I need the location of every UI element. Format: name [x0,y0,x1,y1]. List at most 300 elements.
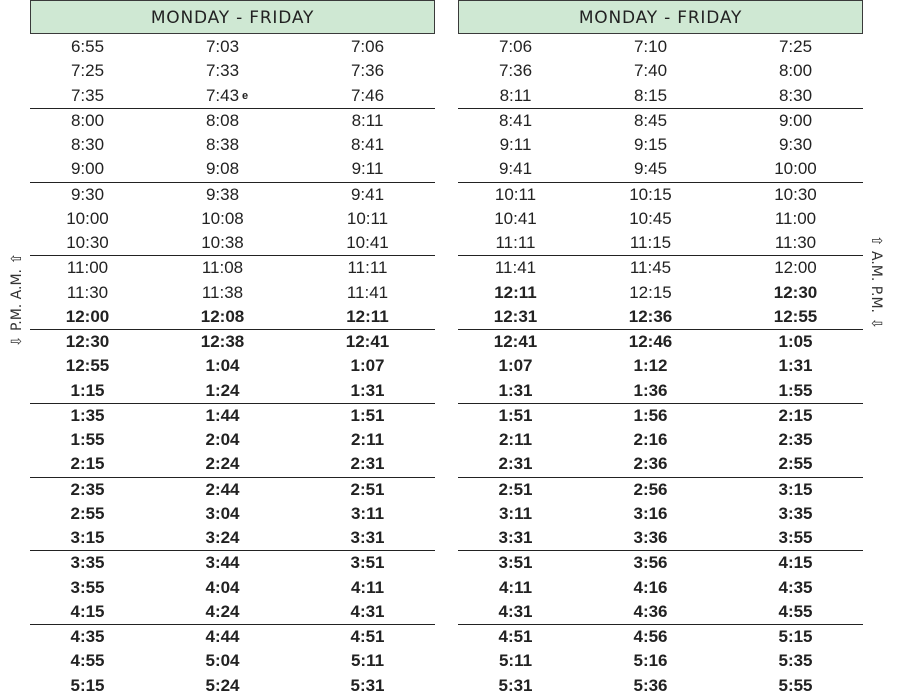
table-row [30,428,435,452]
time-value: 7:40 [633,61,668,81]
time-cell [300,526,435,550]
time-value: 2:44 [205,479,240,499]
time-cell [573,207,728,231]
time-value: 4:31 [350,601,385,621]
time-value: 10:41 [494,208,537,228]
table-row [30,576,435,600]
time-cell [458,551,573,575]
time-cell [300,625,435,649]
time-value: 4:24 [205,601,240,621]
time-cell [573,109,728,133]
time-value: 8:45 [633,110,668,130]
time-cell [145,625,300,649]
table-row [458,526,863,551]
time-cell [145,305,300,329]
time-value: 6:55 [70,37,105,56]
time-value: 4:36 [633,601,668,621]
table-row [458,256,863,280]
time-cell [30,281,145,305]
table-row [458,231,863,256]
time-value: 2:15 [778,405,813,425]
time-value: 11:08 [201,258,244,278]
time-value: 10:30 [66,233,109,252]
time-value: 9:30 [778,135,813,154]
time-cell [300,207,435,231]
time-value: 11:11 [347,258,388,278]
time-cell [458,625,573,649]
time-cell [30,207,145,231]
time-cell [728,256,863,280]
time-value: 12:55 [65,356,110,376]
table-row [30,207,435,231]
time-value: 3:55 [70,577,105,597]
time-value: 10:30 [774,184,817,204]
time-value: 4:56 [633,627,668,646]
time-value: 8:00 [70,110,105,130]
time-cell [145,674,300,698]
time-cell [145,452,300,476]
time-value: 3:35 [778,503,813,523]
time-cell [458,649,573,673]
time-value: 2:31 [498,454,533,474]
time-cell [30,478,145,502]
time-value: 3:51 [350,553,385,573]
time-value: 2:55 [70,503,105,523]
table-row [458,478,863,502]
time-cell [573,452,728,476]
table-row [458,281,863,305]
time-cell [573,625,728,649]
time-value: 1:36 [633,380,668,400]
table-row [30,526,435,551]
time-cell [573,404,728,428]
table-row [30,551,435,575]
time-value: 2:31 [350,454,385,474]
time-cell [728,109,863,133]
time-cell [458,379,573,403]
time-cell [145,404,300,428]
time-cell [458,35,573,59]
time-cell [145,526,300,550]
time-cell [30,84,145,108]
time-cell [30,305,145,329]
time-cell [145,354,300,378]
time-cell [30,330,145,354]
table-header: MONDAY - FRIDAY [458,0,863,34]
time-cell [145,59,300,83]
time-cell [573,183,728,207]
time-cell [30,404,145,428]
table-row [30,256,435,280]
time-value: 11:41 [346,282,389,302]
time-value: 4:04 [205,577,240,597]
time-cell [300,59,435,83]
time-value: 4:55 [778,601,813,621]
time-cell [728,157,863,181]
time-cell [30,502,145,526]
time-cell [30,625,145,649]
time-value: 3:16 [633,503,668,523]
time-value: 3:36 [633,528,668,547]
table-row [458,600,863,625]
time-value: 10:45 [629,208,672,228]
time-cell [300,330,435,354]
table-row [458,428,863,452]
time-value: 1:35 [70,405,105,425]
time-value: 1:51 [350,405,385,425]
time-cell [573,428,728,452]
time-value: 8:08 [205,110,240,130]
table-row [30,625,435,649]
time-cell [728,600,863,624]
time-cell [573,576,728,600]
time-value: 7:36 [498,61,533,81]
time-cell [573,379,728,403]
time-value: 12:38 [200,332,245,351]
time-value: 4:15 [70,601,105,621]
time-value: 2:56 [633,479,668,499]
time-cell [458,109,573,133]
am-pm-label: ⇩ P.M. A.M. ⇧ [9,252,25,348]
time-cell [458,281,573,305]
time-value: 8:15 [633,85,668,105]
time-value: 4:44 [205,627,240,646]
time-value: 4:11 [350,577,385,597]
table-row [30,600,435,625]
time-value: 5:15 [778,627,813,646]
time-value: 9:41 [350,184,385,204]
table-row [30,452,435,477]
time-value: 5:15 [70,675,105,695]
time-value: 3:24 [205,528,240,547]
time-cell [300,84,435,108]
time-cell [573,600,728,624]
time-value: 9:00 [778,110,813,130]
timetable-left [30,0,435,698]
time-value: 8:38 [205,135,240,154]
time-value: 5:11 [350,651,385,671]
time-cell [728,330,863,354]
time-value: 4:51 [350,627,385,646]
table-row [458,133,863,157]
time-cell [728,281,863,305]
table-row [30,183,435,207]
table-row [458,305,863,330]
time-cell [458,404,573,428]
time-cell [573,551,728,575]
time-cell [300,35,435,59]
table-row [30,305,435,330]
time-cell [728,183,863,207]
time-value: 4:11 [498,577,533,597]
table-row [30,157,435,182]
time-cell [728,428,863,452]
time-value: 4:31 [498,601,533,621]
time-cell [728,207,863,231]
time-value: 1:04 [205,356,240,376]
time-value: 12:08 [200,306,245,326]
time-cell [728,551,863,575]
time-value: 11:15 [629,233,672,252]
time-value: 12:41 [345,332,390,351]
time-cell [728,133,863,157]
time-value: 10:00 [774,159,817,179]
time-cell [30,674,145,698]
am-pm-label: ⇧ A.M. P.M. ⇩ [868,234,884,330]
time-value: 5:35 [778,651,813,671]
time-value: 12:41 [493,332,538,351]
time-cell [300,256,435,280]
time-value: 5:04 [205,651,240,671]
time-value: 7:10 [633,37,668,56]
time-cell [145,478,300,502]
time-cell [728,379,863,403]
time-value: 3:35 [70,553,105,573]
time-value: 10:11 [346,208,389,228]
timetable-rows [458,35,863,698]
time-value: 1:55 [778,380,813,400]
time-cell [573,354,728,378]
time-cell [300,305,435,329]
time-cell [573,478,728,502]
table-row [458,330,863,354]
time-value: 3:15 [70,528,105,547]
time-value: 1:31 [778,356,813,376]
time-cell [458,600,573,624]
time-value: 3:15 [778,479,813,499]
time-cell [30,379,145,403]
time-value: 7:25 [70,61,105,81]
time-value: 4:51 [498,627,533,646]
time-cell [300,502,435,526]
am-pm-indicator-left [7,230,27,370]
time-value: 11:45 [629,258,672,278]
time-value: 8:41 [350,135,385,154]
time-value: 5:31 [498,675,533,695]
table-row [458,674,863,698]
table-row [458,84,863,109]
time-value: 7:46 [350,85,385,105]
time-cell [300,183,435,207]
time-cell [728,526,863,550]
time-cell [458,526,573,550]
table-row [30,649,435,673]
time-value: 12:00 [774,258,817,278]
time-cell [728,674,863,698]
time-value: 5:31 [350,675,385,695]
time-cell [145,379,300,403]
time-cell [458,478,573,502]
time-value: 9:08 [205,159,240,179]
time-cell [300,478,435,502]
timetable-right [458,0,863,698]
time-value: 5:55 [778,675,813,695]
time-value: 8:30 [778,85,813,105]
time-cell [458,183,573,207]
time-value: 1:05 [778,332,813,351]
time-value: 12:46 [628,332,673,351]
time-cell [458,330,573,354]
time-cell [145,183,300,207]
time-value: 12:30 [773,282,818,302]
time-cell [300,404,435,428]
time-cell [573,649,728,673]
time-value: 9:41 [498,159,533,179]
time-cell [145,576,300,600]
table-row [30,404,435,428]
time-cell [573,59,728,83]
time-cell [458,576,573,600]
table-row [30,59,435,83]
time-cell [573,231,728,255]
table-row [458,109,863,133]
table-row [30,478,435,502]
time-value: 11:38 [201,282,244,302]
time-cell [30,428,145,452]
time-cell [30,133,145,157]
time-cell [573,256,728,280]
time-value: 2:51 [350,479,385,499]
time-cell [30,183,145,207]
time-value: 3:11 [350,503,385,523]
table-row [458,649,863,673]
time-cell [30,551,145,575]
time-value: 9:00 [70,159,105,179]
table-row [458,404,863,428]
time-cell [728,576,863,600]
time-value: 7:43 [205,85,240,105]
time-value: 10:15 [629,184,672,204]
time-cell [573,157,728,181]
time-value: 10:00 [66,208,109,228]
time-value: 8:11 [499,85,532,105]
table-row [458,551,863,575]
time-value: 9:11 [499,135,532,154]
time-cell [145,502,300,526]
time-value: 8:41 [498,110,533,130]
time-cell [30,157,145,181]
time-value: 7:25 [778,37,813,56]
time-value: 1:07 [350,356,385,376]
time-value: 11:41 [494,258,537,278]
timetable-rows [30,35,435,698]
time-cell [728,231,863,255]
time-cell [458,157,573,181]
time-cell [300,649,435,673]
time-value: 2:35 [70,479,105,499]
time-value: 1:12 [633,356,668,376]
time-cell [300,231,435,255]
time-cell [300,109,435,133]
time-cell [458,207,573,231]
time-cell [30,59,145,83]
time-cell [30,35,145,59]
table-row [458,157,863,182]
time-cell [728,649,863,673]
time-value: 4:35 [778,577,813,597]
time-value: 2:36 [633,454,668,474]
time-value: 1:56 [633,405,668,425]
time-value: 1:24 [205,380,240,400]
time-cell [300,674,435,698]
time-value: 1:15 [70,380,105,400]
table-row [30,502,435,526]
time-cell [300,281,435,305]
table-header: MONDAY - FRIDAY [30,0,435,34]
time-value: 1:55 [70,430,105,449]
time-cell [458,354,573,378]
time-cell [728,404,863,428]
time-value: 2:11 [498,430,533,449]
time-value: 9:45 [633,159,668,179]
time-cell [573,674,728,698]
table-row [458,35,863,59]
time-value: 5:24 [205,675,240,695]
time-cell [145,649,300,673]
time-value: 2:11 [350,430,385,449]
table-row [30,35,435,59]
time-cell [728,35,863,59]
time-value: 12:11 [346,306,389,326]
time-cell [458,84,573,108]
table-row [458,452,863,477]
time-cell [728,305,863,329]
time-cell [573,330,728,354]
time-cell [30,109,145,133]
footnote-marker: e [242,89,249,102]
table-row [30,674,435,698]
time-value: 1:44 [205,405,240,425]
time-cell [145,330,300,354]
time-cell [145,133,300,157]
table-row [30,84,435,109]
time-value: 3:56 [633,553,668,573]
time-value: 7:06 [350,37,385,56]
time-value: 2:55 [778,454,813,474]
time-cell [145,109,300,133]
time-value: 12:55 [773,306,818,326]
time-cell [145,157,300,181]
table-row [458,502,863,526]
time-cell [573,133,728,157]
time-value: 1:31 [350,380,385,400]
time-cell [300,428,435,452]
time-cell [573,281,728,305]
table-row [458,207,863,231]
time-cell [30,231,145,255]
time-cell [145,35,300,59]
time-cell [30,452,145,476]
time-value: 2:35 [778,430,813,449]
time-value: 7:36 [350,61,385,81]
time-cell [573,305,728,329]
time-value: 9:15 [633,135,668,154]
time-cell [30,256,145,280]
time-cell [458,231,573,255]
time-value: 3:31 [498,528,533,547]
time-value: 3:11 [498,503,533,523]
time-cell [300,133,435,157]
table-row [30,231,435,256]
time-value: 3:04 [205,503,240,523]
table-row [458,183,863,207]
time-value: 12:31 [493,306,538,326]
time-value: 8:00 [778,61,813,81]
time-value: 11:00 [66,258,109,278]
time-value: 2:04 [205,430,240,449]
time-value: 12:30 [65,332,110,351]
time-value: 9:11 [351,159,384,179]
